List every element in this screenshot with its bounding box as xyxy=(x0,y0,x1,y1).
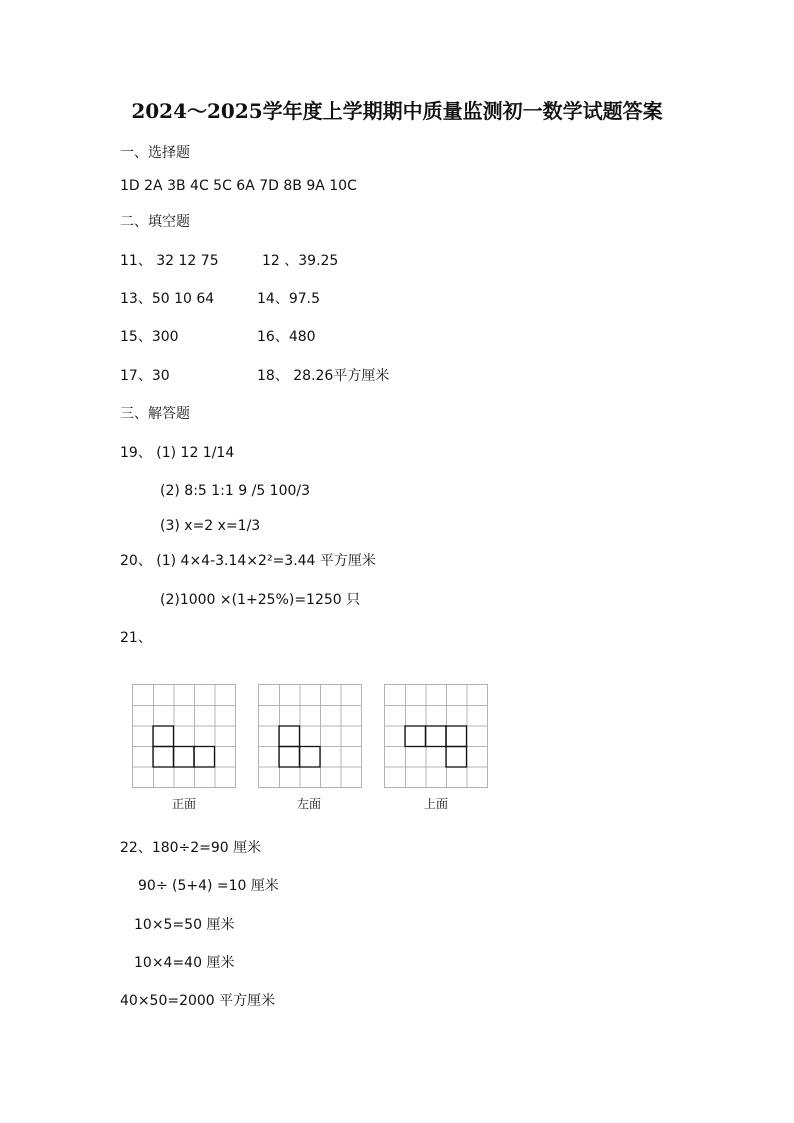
answer-q19-part3: (3) x=2 x=1/3 xyxy=(160,518,261,534)
answer-q22-line1: 22、180÷2=90 厘米 xyxy=(120,840,262,856)
left-view-grid xyxy=(258,684,362,788)
answer-q22-line3: 10×5=50 厘米 xyxy=(134,917,235,933)
front-view-label: 正面 xyxy=(172,797,197,811)
answer-q16: 16、480 xyxy=(257,329,316,345)
grid-lines xyxy=(384,684,488,788)
front-view-grid xyxy=(132,684,236,788)
section-heading-solutions: 三、解答题 xyxy=(120,406,190,422)
top-view-label: 上面 xyxy=(424,797,449,811)
answer-q20-part1: 20、 (1) 4×4-3.14×2²=3.44 平方厘米 xyxy=(120,553,376,569)
section-heading-multiple-choice: 一、选择题 xyxy=(120,145,190,161)
answer-q14: 14、97.5 xyxy=(257,291,320,307)
section-heading-fill-in: 二、填空题 xyxy=(120,214,190,230)
top-view-shape xyxy=(405,726,467,767)
answer-q19-part2: (2) 8:5 1:1 9 /5 100/3 xyxy=(160,483,311,499)
left-view-label: 左面 xyxy=(297,797,322,811)
multiple-choice-answers: 1D 2A 3B 4C 5C 6A 7D 8B 9A 10C xyxy=(120,178,357,194)
left-view-shape xyxy=(279,726,320,767)
top-view-grid xyxy=(384,684,488,788)
answer-q22-line2: 90÷ (5+4) =10 厘米 xyxy=(138,878,279,894)
answer-q21-label: 21、 xyxy=(120,630,152,646)
answer-q22-line4: 10×4=40 厘米 xyxy=(134,955,235,971)
answer-q12: 12 、39.25 xyxy=(262,253,339,269)
answer-q17: 17、30 xyxy=(120,368,170,384)
answer-q22-line5: 40×50=2000 平方厘米 xyxy=(120,993,276,1009)
front-view-shape xyxy=(153,726,215,767)
answer-q20-part2: (2)1000 ×(1+25%)=1250 只 xyxy=(160,592,361,608)
grid-lines xyxy=(258,684,362,788)
answer-q19-part1: 19、 (1) 12 1/14 xyxy=(120,445,235,461)
answer-q11: 11、 32 12 75 xyxy=(120,253,219,269)
page-title: 2024～2025学年度上学期期中质量监测初一数学试题答案 xyxy=(131,99,663,123)
answer-q13: 13、50 10 64 xyxy=(120,291,215,307)
answer-q18: 18、 28.26平方厘米 xyxy=(257,368,390,384)
answer-q15: 15、300 xyxy=(120,329,179,345)
grid-lines xyxy=(132,684,236,788)
